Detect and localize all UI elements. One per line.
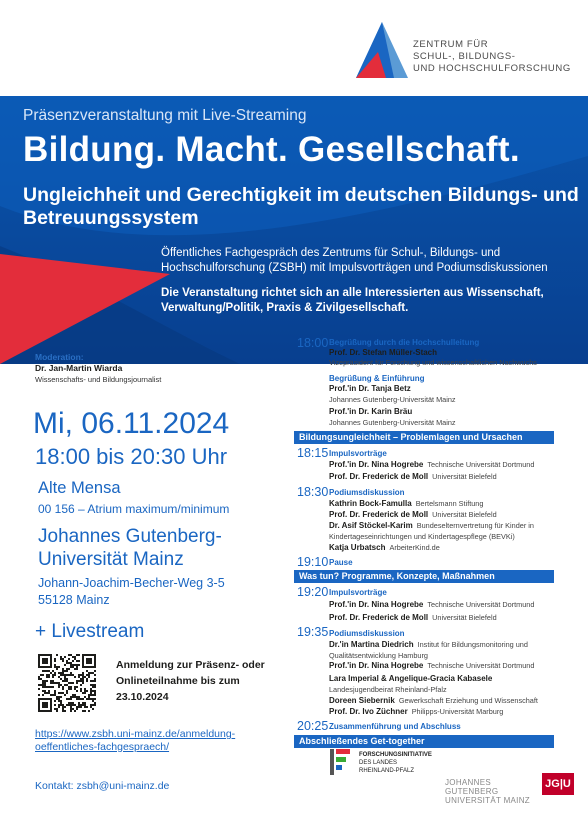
impulse-1-speaker-2: Prof. Dr. Frederick de Moll Universität Bielefeld xyxy=(329,472,497,481)
panel-1-speaker-1: Kathrin Bock-Famulla Bertelsmann Stiftung xyxy=(329,499,484,508)
time-1830: 18:30 xyxy=(297,485,329,499)
time-1910: 19:10 xyxy=(297,555,329,569)
welcome-speaker: Prof. Dr. Stefan Müller-Stach xyxy=(329,348,438,357)
logo-line-1: ZENTRUM FÜR xyxy=(413,39,489,50)
time-1800: 18:00 xyxy=(297,336,329,350)
section-header-1: Bildungsungleichheit – Problemlagen und Ursachen xyxy=(294,431,554,444)
impulse-2-speaker-1: Prof.'in Dr. Nina Hogrebe Technische Universität Dortmund xyxy=(329,600,535,609)
forschungsinitiative-logo-icon xyxy=(328,747,354,777)
red-accent-shape xyxy=(0,254,170,364)
panel-2-speaker-1-affiliation: Qualitätsentwicklung Hamburg xyxy=(329,651,428,660)
closing-heading: Zusammenführung und Abschluss xyxy=(329,722,461,731)
forschungsinitiative-line-1: FORSCHUNGSINITIATIVE xyxy=(359,752,432,758)
time-1935: 19:35 xyxy=(297,625,329,639)
panel-2-speaker-4: Doreen Siebernik Gewerkschaft Erziehung und Wissenschaft xyxy=(329,696,538,705)
pause-heading: Pause xyxy=(329,558,353,567)
forschungsinitiative-line-3: RHEINLAND-PFALZ xyxy=(359,768,415,774)
event-room: 00 156 – Atrium maximum/minimum xyxy=(38,502,230,516)
moderation-label: Moderation: xyxy=(35,352,84,362)
panel-2-speaker-1: Dr.'in Martina Diedrich Institut für Bildungsmonitoring und xyxy=(329,640,528,649)
panel-2-speaker-3-affiliation: Landesjugendbeirat Rheinland-Pfalz xyxy=(329,685,447,694)
jgu-wordmark-line-1: JOHANNES GUTENBERG xyxy=(445,778,499,796)
impulse-2-speaker-2: Prof. Dr. Frederick de Moll Universität Bielefeld xyxy=(329,613,497,622)
livestream-label: + Livestream xyxy=(35,621,145,642)
impulse-heading-2: Impulsvorträge xyxy=(329,588,387,597)
banner-subtitle: Präsenzveranstaltung mit Live-Streaming xyxy=(23,107,307,124)
jgu-wordmark xyxy=(445,778,535,805)
panel-heading-2: Podiumsdiskussion xyxy=(329,629,405,638)
qr-code[interactable] xyxy=(36,652,98,714)
event-time: 18:00 bis 20:30 Uhr xyxy=(35,444,228,469)
section-header-2: Was tun? Programme, Konzepte, Maßnahmen xyxy=(294,570,554,583)
intro-heading: Begrüßung & Einführung xyxy=(329,374,425,383)
banner-title: Bildung. Macht. Gesellschaft. xyxy=(23,130,520,169)
panel-2-speaker-5: Prof. Dr. Ivo Züchner Philipps-Universität Marburg xyxy=(329,707,504,716)
panel-1-speaker-3-affiliation: Kindertageseinrichtungen und Kindertagespflege (BEVKi) xyxy=(329,532,515,541)
time-2025: 20:25 xyxy=(297,719,329,733)
welcome-speaker-role: Vizepräsident für Forschung und wissenschaftlichen Nachwuchs xyxy=(329,358,537,367)
panel-1-speaker-4: Katja Urbatsch ArbeiterKind.de xyxy=(329,543,440,552)
jgu-wordmark-line-2: UNIVERSITÄT MAINZ xyxy=(445,796,530,805)
registration-note: Anmeldung zur Präsenz- oder Onlineteilnahme bis zum 23.10.2024 xyxy=(116,659,265,703)
section-header-3: Abschließendes Get-together xyxy=(294,735,554,748)
banner-audience: Die Veranstaltung richtet sich an alle Interessierten aus Wissenschaft, Verwaltung/Politik, Praxis & Zivilgesellschaft. xyxy=(161,287,544,314)
moderator-name: Dr. Jan-Martin Wiarda xyxy=(35,363,123,373)
intro-speaker-1: Prof.'in Dr. Tanja Betz xyxy=(329,384,411,393)
time-1920: 19:20 xyxy=(297,585,329,599)
registration-link-line-1[interactable]: https://www.zsbh.uni-mainz.de/anmeldung- xyxy=(35,728,236,740)
registration-link[interactable] xyxy=(35,728,235,754)
forschungsinitiative-line-2: DES LANDES xyxy=(359,760,398,766)
logo-line-3: UND HOCHSCHULFORSCHUNG xyxy=(413,63,571,74)
intro-speaker-2: Prof.'in Dr. Karin Bräu xyxy=(329,407,413,416)
forschungsinitiative-logo xyxy=(328,747,432,781)
impulse-1-speaker-1: Prof.'in Dr. Nina Hogrebe Technische Universität Dortmund xyxy=(329,460,535,469)
panel-1-speaker-3: Dr. Asif Stöckel-Karim Bundeselternvertretung für Kinder in xyxy=(329,521,534,530)
zsbh-logo-icon xyxy=(356,22,408,78)
address-street: Johann-Joachim-Becher-Weg 3-5 xyxy=(38,576,225,590)
registration-link-line-2[interactable]: oeffentliches-fachgespraech/ xyxy=(35,741,170,753)
logo-line-2: SCHUL-, BILDUNGS- xyxy=(413,51,516,62)
banner-intro: Öffentliches Fachgespräch des Zentrums für Schul-, Bildungs- und Hochschulforschung (ZSBH) mit Impulsvorträgen und Podiumsdiskussionen xyxy=(161,247,548,274)
contact-email[interactable]: Kontakt: zsbh@uni-mainz.de xyxy=(35,780,170,792)
panel-2-speaker-2: Prof.'in Dr. Nina Hogrebe Technische Universität Dortmund xyxy=(329,661,535,670)
intro-speaker-1-affiliation: Johannes Gutenberg-Universität Mainz xyxy=(329,395,456,404)
panel-heading-1: Podiumsdiskussion xyxy=(329,488,405,497)
jgu-logo: JG|U xyxy=(542,773,574,795)
zsbh-logo xyxy=(356,22,571,78)
welcome-heading: Begrüßung durch die Hochschulleitung xyxy=(329,338,480,347)
event-university: Johannes Gutenberg-Universität Mainz xyxy=(38,526,222,570)
time-1815: 18:15 xyxy=(297,446,329,460)
panel-2-speaker-3: Lara Imperial & Angelique-Gracia Kabasele xyxy=(329,674,493,683)
moderator-role: Wissenschafts- und Bildungsjournalist xyxy=(35,375,162,384)
address-city: 55128 Mainz xyxy=(38,593,110,607)
panel-1-speaker-2: Prof. Dr. Frederick de Moll Universität Bielefeld xyxy=(329,510,497,519)
impulse-heading-1: Impulsvorträge xyxy=(329,449,387,458)
event-address xyxy=(38,575,225,609)
intro-speaker-2-affiliation: Johannes Gutenberg-Universität Mainz xyxy=(329,418,456,427)
banner-heading: Ungleichheit und Gerechtigkeit im deutschen Bildungs- und Betreuungssystem xyxy=(23,184,579,229)
event-date: Mi, 06.11.2024 xyxy=(33,407,230,440)
event-location: Alte Mensa xyxy=(38,479,121,497)
